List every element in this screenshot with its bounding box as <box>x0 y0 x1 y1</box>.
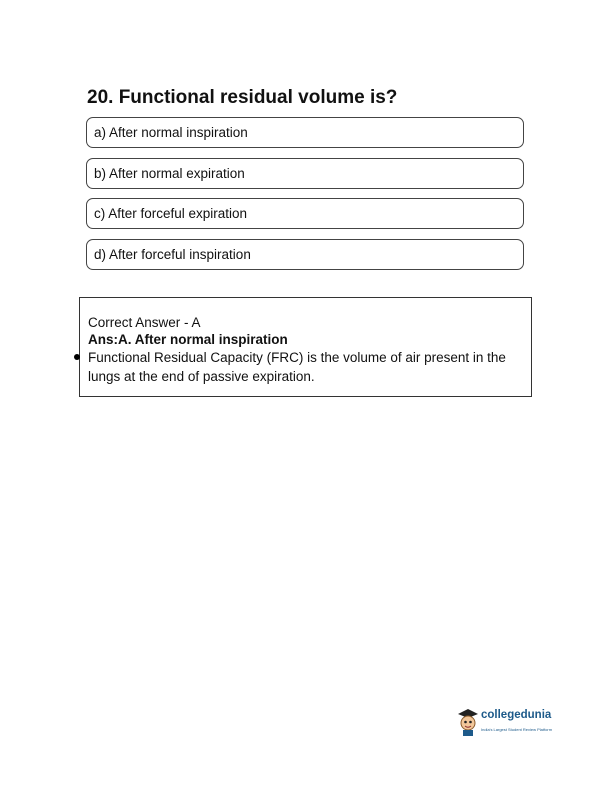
option-b[interactable]: b) After normal expiration <box>86 158 524 189</box>
answer-explanation: Functional Residual Capacity (FRC) is the volume of air present in the lungs at the end of passive expiration. <box>88 350 506 384</box>
logo-name: collegedunia <box>481 709 552 721</box>
option-c[interactable]: c) After forceful expiration <box>86 198 524 229</box>
logo-tagline: India's Largest Student Review Platform <box>481 727 553 732</box>
correct-answer-label: Correct Answer - A <box>88 315 201 330</box>
collegedunia-logo <box>457 707 557 741</box>
answer-box <box>79 297 532 397</box>
question-title: 20. Functional residual volume is? <box>87 87 398 108</box>
student-mascot-icon <box>457 707 479 737</box>
option-a[interactable]: a) After normal inspiration <box>86 117 524 148</box>
bullet-icon <box>74 354 80 360</box>
answer-heading: Ans:A. After normal inspiration <box>88 332 288 347</box>
option-d[interactable]: d) After forceful inspiration <box>86 239 524 270</box>
